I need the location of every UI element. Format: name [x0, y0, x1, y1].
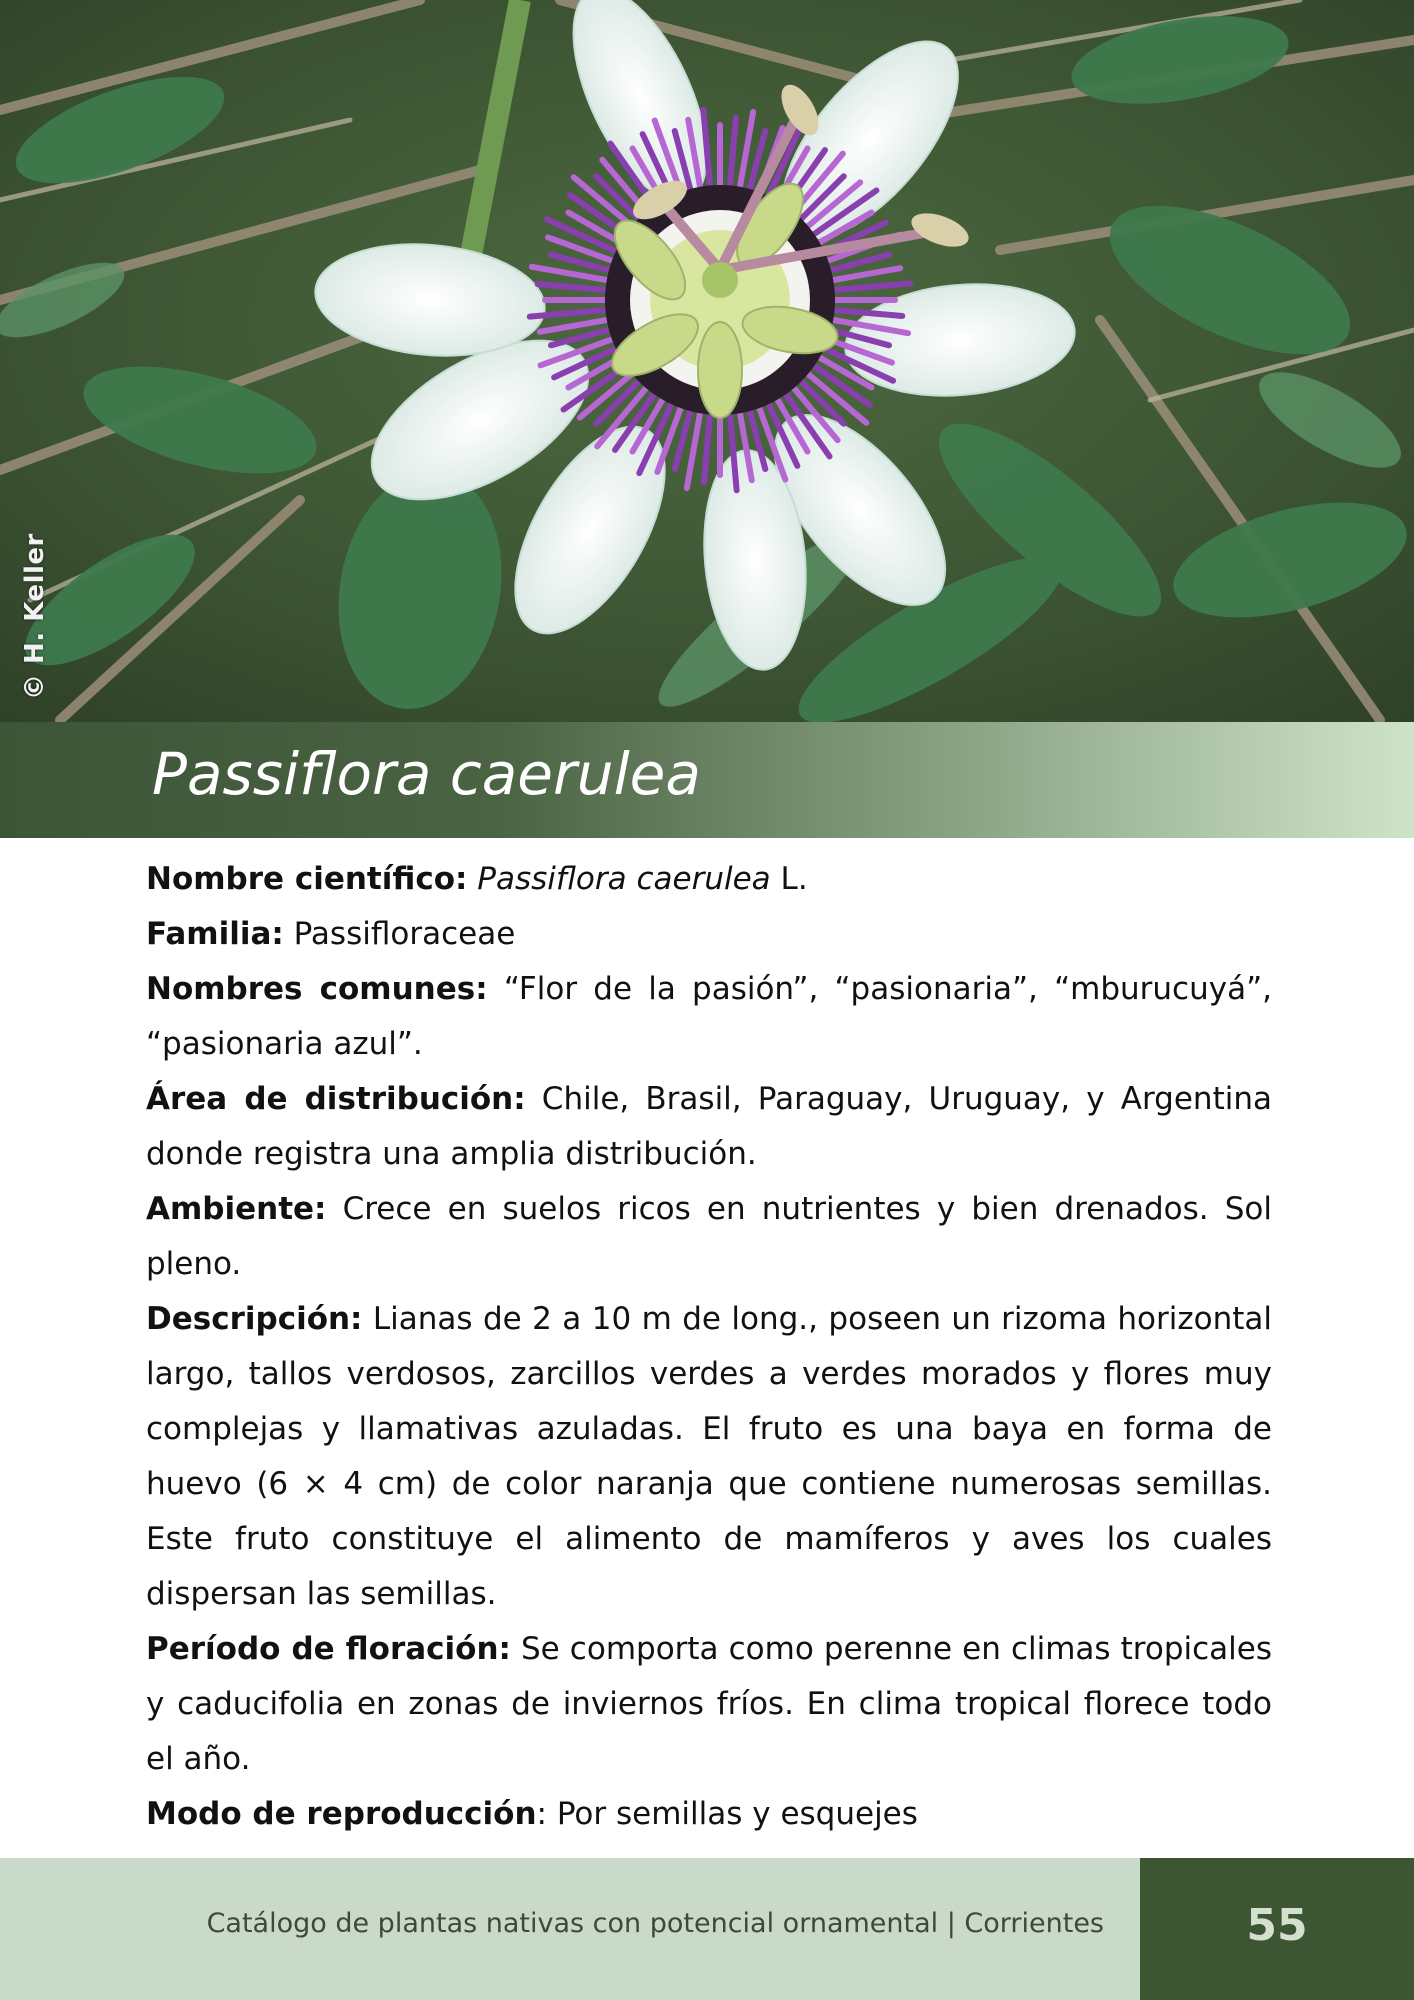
field-value: L. [770, 861, 808, 897]
field-label: Modo de reproducción [146, 1796, 537, 1832]
field-scientific-name [146, 852, 1272, 907]
page-footer [0, 1858, 1414, 2000]
field-common-names [146, 962, 1272, 1072]
header-photo [0, 0, 1414, 722]
field-label: Área de distribución: [146, 1081, 526, 1117]
field-description [146, 1292, 1272, 1622]
field-label: Nombres comunes: [146, 971, 488, 1007]
page-number: 55 [1246, 1900, 1308, 1951]
passionflower-photo [0, 0, 1414, 722]
field-flowering [146, 1622, 1272, 1787]
field-value: Chile, Brasil, Paraguay, Uruguay, y Argentina donde registra una amplia distribución. [146, 1081, 1272, 1172]
field-reproduction [146, 1787, 1272, 1842]
field-label: Período de floración: [146, 1631, 511, 1667]
field-value: Lianas de 2 a 10 m de long., poseen un rizoma horizontal largo, tallos verdosos, zarcillos verdes a verdes morados y flores muy complejas y llamativas azuladas. El fruto es una baya en forma de huevo (6 × 4 cm) de color naranja que contiene numerosas semillas. Este fruto constituye el alimento de mamíferos y aves los cuales dispersan las semillas. [146, 1301, 1272, 1612]
field-label: Ambiente: [146, 1191, 327, 1227]
field-value: Se comporta como perenne en climas tropicales y caducifolia en zonas de inviernos fríos. En clima tropical florece todo el año. [146, 1631, 1272, 1777]
field-label: Nombre científico: [146, 861, 468, 897]
field-value: Passifloraceae [283, 916, 516, 952]
title-band [0, 722, 1414, 838]
field-distribution [146, 1072, 1272, 1182]
page-title: Passiflora caerulea [152, 740, 701, 808]
species-details [146, 852, 1272, 1842]
field-value: Crece en suelos ricos en nutrientes y bien drenados. Sol pleno. [146, 1191, 1272, 1282]
field-value-italic: Passiflora caerulea [477, 861, 771, 897]
field-label: Familia: [146, 916, 284, 952]
field-family [146, 907, 1272, 962]
field-value: “Flor de la pasión”, “pasionaria”, “mburucuyá”, “pasionaria azul”. [146, 971, 1272, 1062]
field-label: Descripción: [146, 1301, 363, 1337]
photo-credit: © H. Keller [20, 533, 50, 700]
page-number-box [1140, 1858, 1414, 2000]
field-value: : Por semillas y esquejes [536, 1796, 918, 1832]
field-environment [146, 1182, 1272, 1292]
catalog-title: Catálogo de plantas nativas con potencial ornamental | Corrientes [206, 1908, 1104, 1939]
